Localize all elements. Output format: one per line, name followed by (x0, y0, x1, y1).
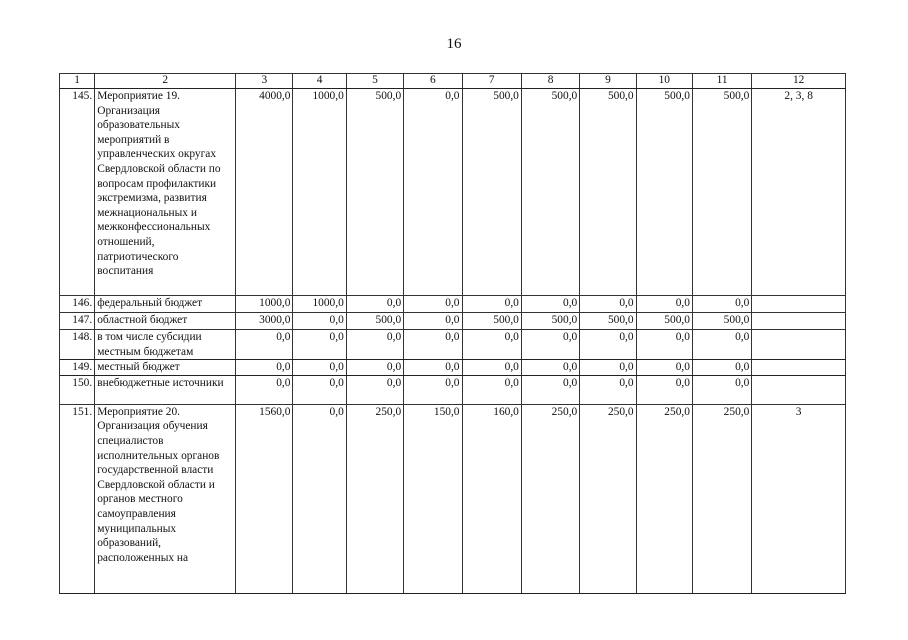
row-number: 148. (60, 330, 95, 360)
value-cell: 0,0 (692, 375, 751, 404)
value-cell: 0,0 (521, 330, 579, 360)
row-number: 149. (60, 360, 95, 376)
value-cell: 3000,0 (236, 313, 293, 330)
value-cell: 0,0 (692, 330, 751, 360)
row-number: 145. (60, 89, 95, 296)
value-cell: 0,0 (346, 375, 403, 404)
column-header: 1 (60, 74, 95, 89)
target-indicators-cell (752, 296, 846, 313)
table-row (60, 330, 846, 360)
value-cell: 500,0 (346, 89, 403, 296)
value-cell: 1000,0 (293, 89, 346, 296)
value-cell: 0,0 (580, 330, 636, 360)
column-header: 6 (404, 74, 462, 89)
value-cell: 0,0 (580, 296, 636, 313)
column-number-header-row (60, 74, 846, 89)
value-cell: 500,0 (521, 89, 579, 296)
target-indicators-cell: 2, 3, 8 (752, 89, 846, 296)
value-cell: 250,0 (636, 404, 692, 593)
column-header: 8 (521, 74, 579, 89)
value-cell: 0,0 (636, 360, 692, 376)
row-number: 151. (60, 404, 95, 593)
value-cell: 150,0 (404, 404, 462, 593)
value-cell: 500,0 (462, 313, 521, 330)
value-cell: 0,0 (236, 330, 293, 360)
value-cell: 0,0 (346, 360, 403, 376)
value-cell: 0,0 (462, 330, 521, 360)
column-header: 2 (95, 74, 236, 89)
value-cell: 0,0 (692, 360, 751, 376)
value-cell: 0,0 (636, 296, 692, 313)
value-cell: 0,0 (293, 330, 346, 360)
value-cell: 1000,0 (293, 296, 346, 313)
row-name: в том числе субсидии местным бюджетам (95, 330, 236, 360)
column-header: 11 (692, 74, 751, 89)
value-cell: 0,0 (236, 375, 293, 404)
value-cell: 0,0 (404, 313, 462, 330)
column-header: 10 (636, 74, 692, 89)
value-cell: 0,0 (404, 360, 462, 376)
table-row (60, 89, 846, 296)
value-cell: 0,0 (346, 296, 403, 313)
value-cell: 0,0 (404, 330, 462, 360)
value-cell: 0,0 (404, 89, 462, 296)
value-cell: 1560,0 (236, 404, 293, 593)
value-cell: 500,0 (580, 313, 636, 330)
column-header: 3 (236, 74, 293, 89)
value-cell: 500,0 (462, 89, 521, 296)
row-name: Мероприятие 19. Организация образовательных мероприятий в управленческих округах Свердловской области по вопросам профилактики экстремизма, развития межнациональных и межконфессиональных отношений, патриотического воспитания (95, 89, 236, 296)
value-cell: 0,0 (580, 360, 636, 376)
value-cell: 0,0 (636, 375, 692, 404)
row-number: 147. (60, 313, 95, 330)
value-cell: 250,0 (692, 404, 751, 593)
value-cell: 500,0 (692, 89, 751, 296)
value-cell: 0,0 (236, 360, 293, 376)
value-cell: 0,0 (293, 375, 346, 404)
table-row (60, 375, 846, 404)
value-cell: 4000,0 (236, 89, 293, 296)
value-cell: 0,0 (521, 296, 579, 313)
value-cell: 0,0 (404, 375, 462, 404)
value-cell: 250,0 (580, 404, 636, 593)
value-cell: 500,0 (346, 313, 403, 330)
row-name: федеральный бюджет (95, 296, 236, 313)
value-cell: 160,0 (462, 404, 521, 593)
value-cell: 0,0 (293, 360, 346, 376)
value-cell: 0,0 (293, 404, 346, 593)
column-header: 7 (462, 74, 521, 89)
table-row (60, 360, 846, 376)
table-row (60, 313, 846, 330)
page-number: 16 (446, 36, 462, 52)
table-row (60, 296, 846, 313)
column-header: 4 (293, 74, 346, 89)
value-cell: 0,0 (462, 360, 521, 376)
value-cell: 500,0 (636, 313, 692, 330)
row-name: местный бюджет (95, 360, 236, 376)
target-indicators-cell (752, 313, 846, 330)
target-indicators-cell: 3 (752, 404, 846, 593)
value-cell: 500,0 (580, 89, 636, 296)
value-cell: 0,0 (521, 375, 579, 404)
row-name: областной бюджет (95, 313, 236, 330)
column-header: 12 (752, 74, 846, 89)
value-cell: 0,0 (692, 296, 751, 313)
value-cell: 500,0 (692, 313, 751, 330)
value-cell: 250,0 (346, 404, 403, 593)
value-cell: 0,0 (462, 296, 521, 313)
value-cell: 0,0 (346, 330, 403, 360)
target-indicators-cell (752, 330, 846, 360)
value-cell: 0,0 (293, 313, 346, 330)
value-cell: 250,0 (521, 404, 579, 593)
value-cell: 500,0 (636, 89, 692, 296)
row-name: Мероприятие 20. Организация обучения специалистов исполнительных органов государственной власти Свердловской области и органов местного самоуправления муниципальных образований, расположенных на (95, 404, 236, 593)
target-indicators-cell (752, 375, 846, 404)
column-header: 5 (346, 74, 403, 89)
value-cell: 0,0 (462, 375, 521, 404)
row-number: 150. (60, 375, 95, 404)
target-indicators-cell (752, 360, 846, 376)
value-cell: 1000,0 (236, 296, 293, 313)
value-cell: 500,0 (521, 313, 579, 330)
value-cell: 0,0 (521, 360, 579, 376)
column-header: 9 (580, 74, 636, 89)
table-row (60, 404, 846, 593)
program-activities-table (59, 73, 846, 594)
row-name: внебюджетные источники (95, 375, 236, 404)
value-cell: 0,0 (404, 296, 462, 313)
row-number: 146. (60, 296, 95, 313)
value-cell: 0,0 (636, 330, 692, 360)
value-cell: 0,0 (580, 375, 636, 404)
